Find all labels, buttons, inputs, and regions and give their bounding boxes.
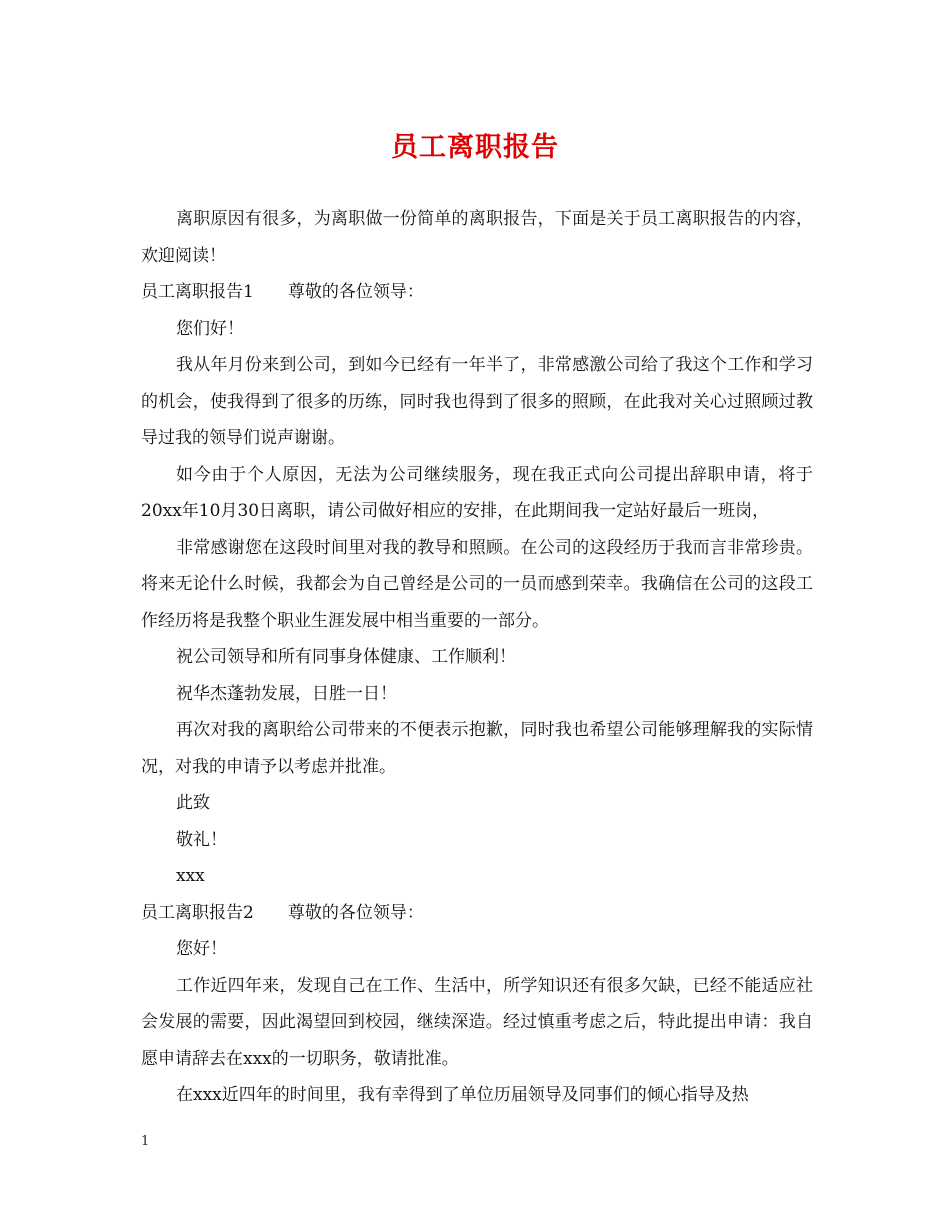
report-1-paragraph-3: 非常感谢您在这段时间里对我的教导和照顾。在公司的这段经历于我而言非常珍贵。将来无论什么时候，我都会为自己曾经是公司的一员而感到荣幸。我确信在公司的这段工作经历将是我整个职业生涯发展中相当重要的一部分。 [141,537,813,631]
report-1-salutation: 敬礼！ [176,829,227,850]
report-1-closing: 此致 [176,793,210,813]
report-1-signature: xxx [176,866,205,886]
report-1-greeting: 您们好！ [176,318,244,339]
report-2-paragraph-1: 工作近四年来，发现自己在工作、生活中，所学知识还有很多欠缺，已经不能适应社会发展的需要，因此渴望回到校园，继续深造。经过慎重考虑之后，特此提出申请：我自愿申请辞去在xxx的一切职务，敬请批准。 [141,975,813,1069]
report-2-heading: 员工离职报告2 尊敬的各位领导： [141,902,424,923]
report-1-paragraph-1: 我从年月份来到公司，到如今已经有一年半了，非常感激公司给了我这个工作和学习的机会，使我得到了很多的历练，同时我也得到了很多的照顾，在此我对关心过照顾过教导过我的领导们说声谢谢。 [141,355,813,448]
report-1-heading: 员工离职报告1 尊敬的各位领导： [141,282,424,302]
page-number: 1 [141,1134,150,1149]
document-body [141,201,813,1114]
report-1-paragraph-2: 如今由于个人原因，无法为公司继续服务，现在我正式向公司提出辞职申请，将于20xx年10月30日离职，请公司做好相应的安排，在此期间我一定站好最后一班岗， [141,464,813,521]
intro-paragraph: 离职原因有很多，为离职做一份简单的离职报告，下面是关于员工离职报告的内容，欢迎阅读！ [141,209,813,266]
report-1-wish-1: 祝公司领导和所有同事身体健康、工作顺利！ [176,647,516,667]
document-title: 员工离职报告 [391,132,559,163]
report-2-greeting: 您好！ [176,939,227,959]
report-1-apology: 再次对我的离职给公司带来的不便表示抱歉，同时我也希望公司能够理解我的实际情况，对我的申请予以考虑并批准。 [141,720,813,777]
report-2-paragraph-2: 在xxx近四年的时间里，我有幸得到了单位历届领导及同事们的倾心指导及热 [176,1085,749,1105]
report-1-wish-2: 祝华杰蓬勃发展，日胜一日！ [176,683,397,704]
